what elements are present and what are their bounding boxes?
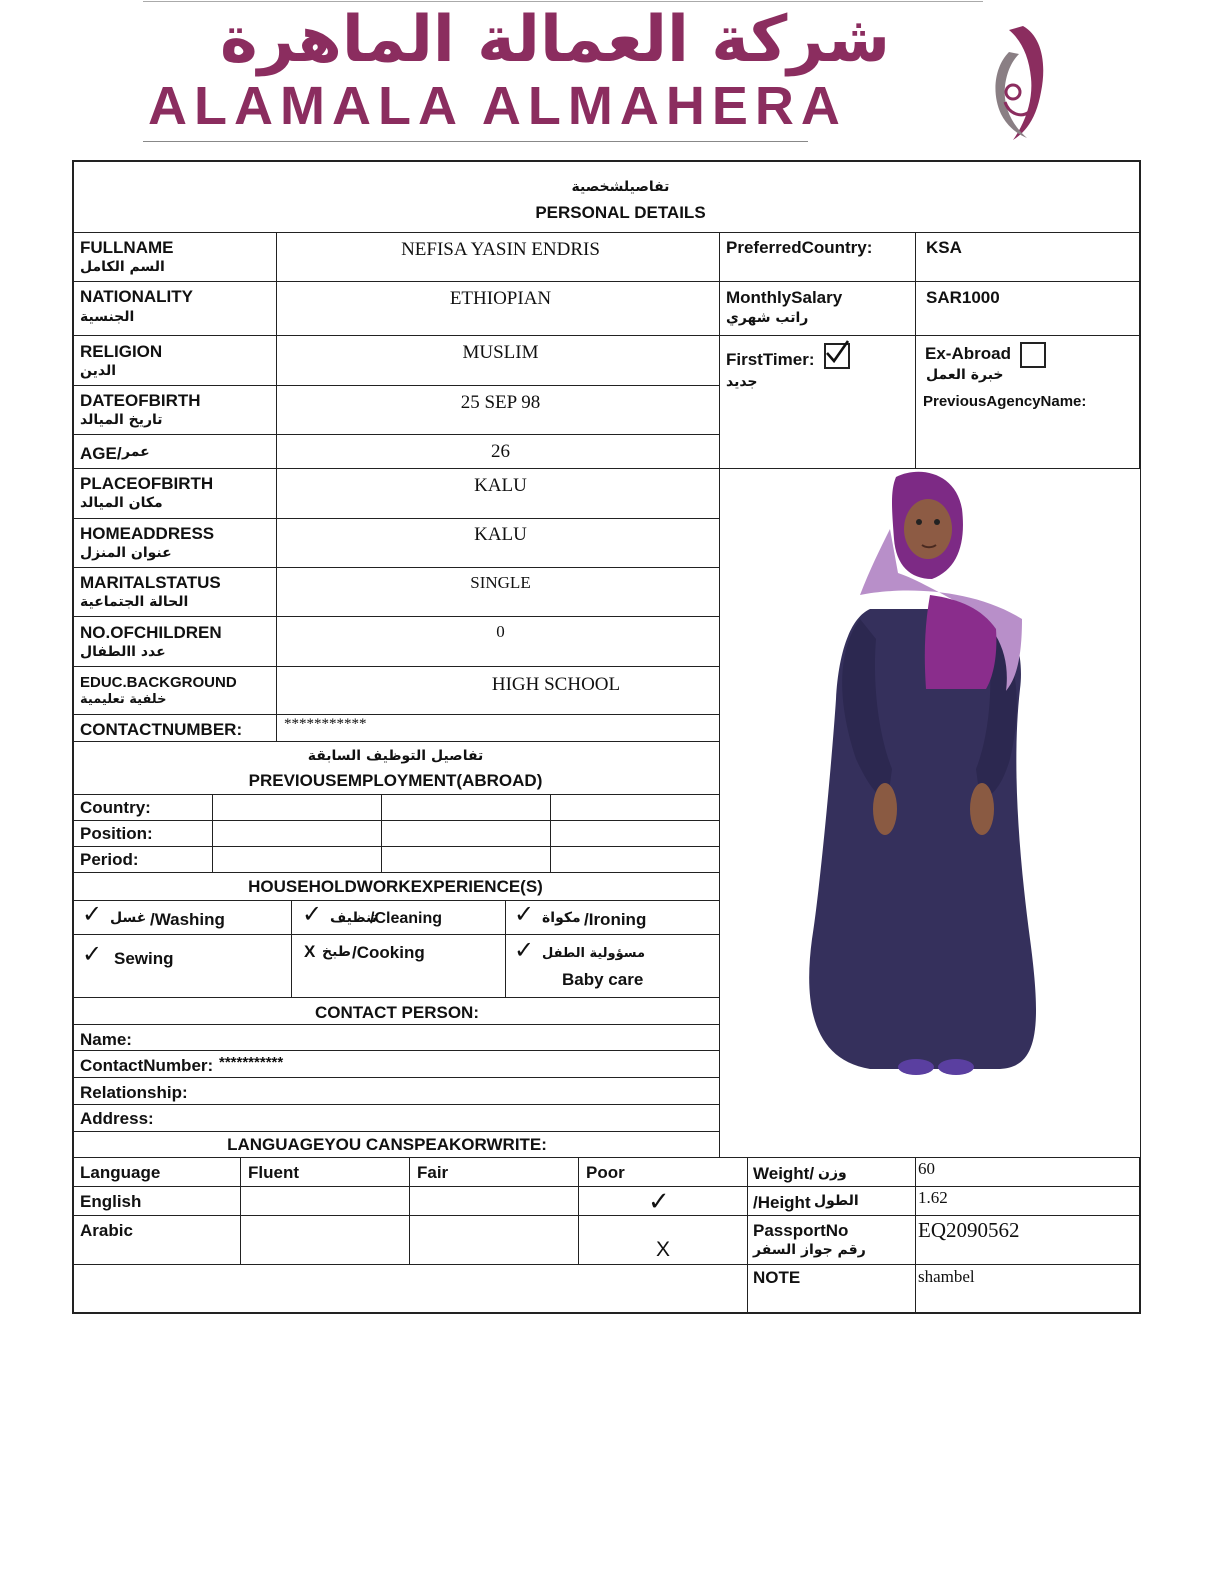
skill-baby-care-label: Baby care [562, 970, 644, 989]
preferred-country-value: KSA [926, 238, 962, 257]
contact-name-label: Name: [80, 1030, 132, 1049]
age-label-arabic: عمر [122, 444, 150, 460]
previous-employment-title: PREVIOUSEMPLOYMENT(ABROAD) [248, 771, 543, 790]
education-label: EDUC.BACKGROUND [80, 674, 237, 691]
fullname-label: FULLNAME [80, 238, 174, 257]
skill-cooking-mark: X [304, 942, 316, 961]
skill-ironing-arabic: مكواة [542, 910, 581, 926]
note-label: NOTE [753, 1268, 801, 1287]
contact-number-value: *********** [284, 716, 367, 732]
prev-period-label: Period: [80, 850, 139, 869]
logo-emblem-icon [983, 22, 1049, 144]
marital-status-value: SINGLE [470, 573, 531, 592]
skill-ironing-label: /Ironing [584, 910, 647, 929]
skill-washing-mark: ✓ [82, 901, 103, 928]
weight-label: Weight/ [753, 1164, 815, 1183]
religion-label-arabic: الدين [80, 363, 116, 379]
nationality-label-arabic: الجنسية [80, 309, 135, 325]
passport-label: PassportNo [753, 1221, 849, 1240]
preferred-country-label: PreferredCountry: [726, 238, 873, 257]
note-value: shambel [918, 1267, 975, 1286]
first-timer-checkbox[interactable] [824, 343, 850, 369]
lang-header-language: Language [80, 1163, 161, 1182]
first-timer-label: FirstTimer: [726, 350, 815, 369]
fullname-value: NEFISA YASIN ENDRIS [401, 239, 600, 260]
checkmark-icon [824, 339, 850, 365]
dob-label: DATEOFBIRTH [80, 391, 201, 410]
skill-ironing-mark: ✓ [514, 901, 535, 928]
skill-washing-arabic: غسل [110, 910, 147, 926]
personal-details-title: PERSONAL DETAILS [535, 203, 706, 222]
lang-header-poor: Poor [586, 1163, 625, 1182]
marital-status-label: MARITALSTATUS [80, 573, 221, 592]
marital-status-label-arabic: الحالة الجتماعية [80, 594, 189, 610]
height-label-arabic: الطول [814, 1193, 859, 1209]
personal-details-title-arabic: تفاصيلشخصية [571, 179, 670, 195]
languages-title: LANGUAGEYOU CANSPEAKORWRITE: [227, 1135, 547, 1154]
weight-label-arabic: وزن [818, 1165, 847, 1181]
company-logo [140, 0, 1060, 145]
education-label-arabic: خلفية تعليمية [80, 692, 167, 707]
lang-english-name: English [80, 1192, 142, 1211]
home-address-label: HOMEADDRESS [80, 524, 215, 543]
skill-sewing-mark: ✓ [82, 941, 103, 968]
skill-cooking [298, 938, 503, 994]
skill-baby-care-mark: ✓ [514, 937, 535, 964]
fullname-label-arabic: السم الكامل [80, 259, 165, 275]
skill-cleaning [298, 902, 503, 932]
height-label: /Height [753, 1193, 811, 1212]
skill-cooking-arabic: طبخ [322, 944, 351, 960]
contact-address-label: Address: [80, 1109, 154, 1128]
skill-cooking-label: /Cooking [352, 943, 425, 962]
age-value: 26 [491, 441, 510, 462]
dob-value: 25 SEP 98 [460, 392, 541, 413]
previous-employment-title-arabic: تفاصيل التوظيف السابقة [307, 748, 484, 764]
children-label-arabic: عدد االطفال [80, 644, 166, 660]
logo-arabic-text: شركة العمالة الماهرة [219, 3, 891, 77]
skill-sewing [78, 938, 288, 994]
home-address-value: KALU [474, 524, 527, 545]
religion-value: MUSLIM [462, 342, 539, 363]
skill-washing-label: /Washing [150, 910, 225, 929]
monthly-salary-label: MonthlySalary [726, 288, 843, 307]
height-value: 1.62 [918, 1188, 948, 1207]
contact-relationship-label: Relationship: [80, 1083, 188, 1102]
skill-cleaning-label: /Cleaning [370, 910, 443, 927]
household-experience-title: HOUSEHOLDWORKEXPERIENCE(S) [248, 877, 543, 896]
nationality-label: NATIONALITY [80, 287, 194, 306]
passport-value: EQ2090562 [918, 1218, 1020, 1242]
skill-cleaning-arabic: تنظيف [330, 910, 377, 926]
monthly-salary-label-arabic: راتب شهري [726, 310, 809, 326]
prev-country-label: Country: [80, 798, 151, 817]
place-of-birth-label: PLACEOFBIRTH [80, 474, 214, 493]
ex-abroad-checkbox[interactable] [1020, 342, 1046, 368]
dob-label-arabic: تاريخ الميالد [80, 412, 163, 428]
skill-baby-care-arabic: مسؤولية الطفل [542, 946, 646, 961]
lang-english-poor-mark: ✓ [648, 1186, 670, 1216]
first-timer-label-arabic: جديد [726, 374, 758, 390]
lang-header-fair: Fair [417, 1163, 449, 1182]
lang-arabic-name: Arabic [80, 1221, 133, 1240]
education-value: HIGH SCHOOL [491, 674, 621, 695]
place-of-birth-value: KALU [474, 475, 527, 496]
applicant-photo [720, 469, 1140, 1157]
skill-ironing [512, 902, 717, 932]
contact-number-person-label: ContactNumber: [80, 1056, 214, 1075]
children-value: 0 [496, 622, 505, 641]
contact-number-person-value: *********** [219, 1054, 284, 1071]
previous-agency-label: PreviousAgencyName: [923, 393, 1087, 410]
passport-label-arabic: رقم جواز السفر [753, 1242, 866, 1258]
age-label: AGE/ [80, 444, 122, 463]
place-of-birth-label-arabic: مكان الميالد [80, 495, 163, 511]
ex-abroad-label-arabic: خبرة العمل [926, 367, 1004, 383]
children-label: NO.OFCHILDREN [80, 623, 222, 642]
prev-position-label: Position: [80, 824, 153, 843]
skill-washing [78, 902, 288, 932]
lang-header-fluent: Fluent [248, 1163, 299, 1182]
skill-baby-care [512, 938, 717, 994]
ex-abroad-label: Ex-Abroad [925, 344, 1011, 363]
skill-sewing-label: Sewing [114, 949, 174, 968]
home-address-label-arabic: عنوان المنزل [80, 545, 172, 561]
contact-person-title: CONTACT PERSON: [314, 1003, 479, 1022]
religion-label: RELIGION [80, 342, 163, 361]
skill-cleaning-mark: ✓ [302, 901, 323, 928]
lang-arabic-poor-mark: X [656, 1238, 671, 1261]
nationality-value: ETHIOPIAN [449, 288, 552, 309]
logo-english-text: ALAMALA ALMAHERA [148, 76, 847, 136]
contact-number-label: CONTACTNUMBER: [80, 720, 243, 739]
monthly-salary-value: SAR1000 [926, 288, 1000, 307]
weight-value: 60 [918, 1159, 935, 1178]
